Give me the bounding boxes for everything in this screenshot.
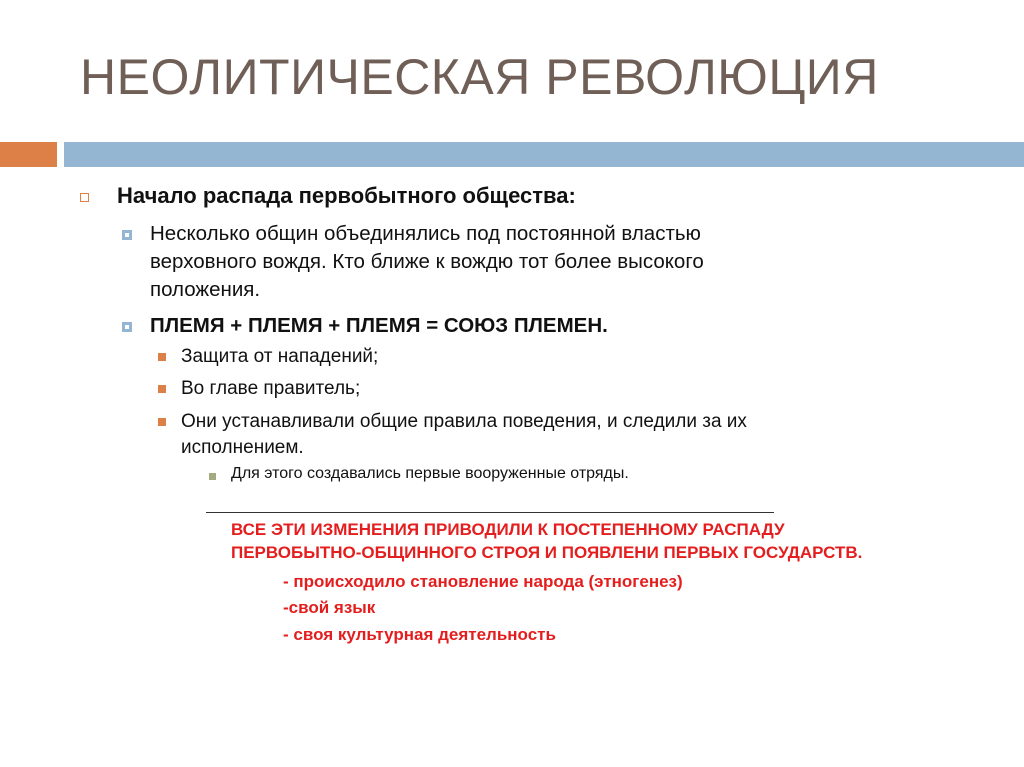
sub-point-3-line-2: исполнением.: [181, 437, 304, 458]
result-1: - происходило становление народа (этногенез): [283, 572, 683, 591]
accent-bar-orange: [0, 142, 57, 167]
point-1-line-1: Несколько общин объединялись под постоянной властью: [150, 222, 701, 245]
divider-line: [206, 512, 774, 513]
sub-sub-point-1: Для этого создавались первые вооруженные отряды.: [231, 465, 629, 482]
slide-title: НЕОЛИТИЧЕСКАЯ РЕВОЛЮЦИЯ: [80, 49, 879, 105]
square-bullet-icon: [122, 322, 132, 332]
heading: Начало распада первобытного общества:: [117, 183, 576, 208]
point-2: ПЛЕМЯ + ПЛЕМЯ + ПЛЕМЯ = СОЮЗ ПЛЕМЕН.: [150, 314, 608, 337]
result-3: - своя культурная деятельность: [283, 625, 556, 644]
conclusion-line-2: ПЕРВОБЫТНО-ОБЩИННОГО СТРОЯ И ПОЯВЛЕНИ ПЕРВЫХ ГОСУДАРСТВ.: [231, 543, 863, 562]
accent-bar-blue: [64, 142, 1024, 167]
result-2: -свой язык: [283, 598, 376, 617]
sub-point-2: Во главе правитель;: [181, 378, 361, 399]
conclusion-line-1: ВСЕ ЭТИ ИЗМЕНЕНИЯ ПРИВОДИЛИ К ПОСТЕПЕННОМУ РАСПАДУ: [231, 520, 785, 539]
point-1-line-2: верховного вождя. Кто ближе к вождю тот более высокого: [150, 250, 704, 273]
square-bullet-icon: [158, 353, 166, 361]
square-bullet-icon: [209, 473, 216, 480]
square-bullet-icon: [158, 418, 166, 426]
point-1-line-3: положения.: [150, 278, 261, 301]
square-bullet-icon: [158, 385, 166, 393]
square-bullet-icon: [122, 230, 132, 240]
square-bullet-icon: [80, 193, 89, 202]
sub-point-3-line-1: Они устанавливали общие правила поведения, и следили за их: [181, 411, 747, 432]
sub-point-1: Защита от нападений;: [181, 346, 379, 367]
